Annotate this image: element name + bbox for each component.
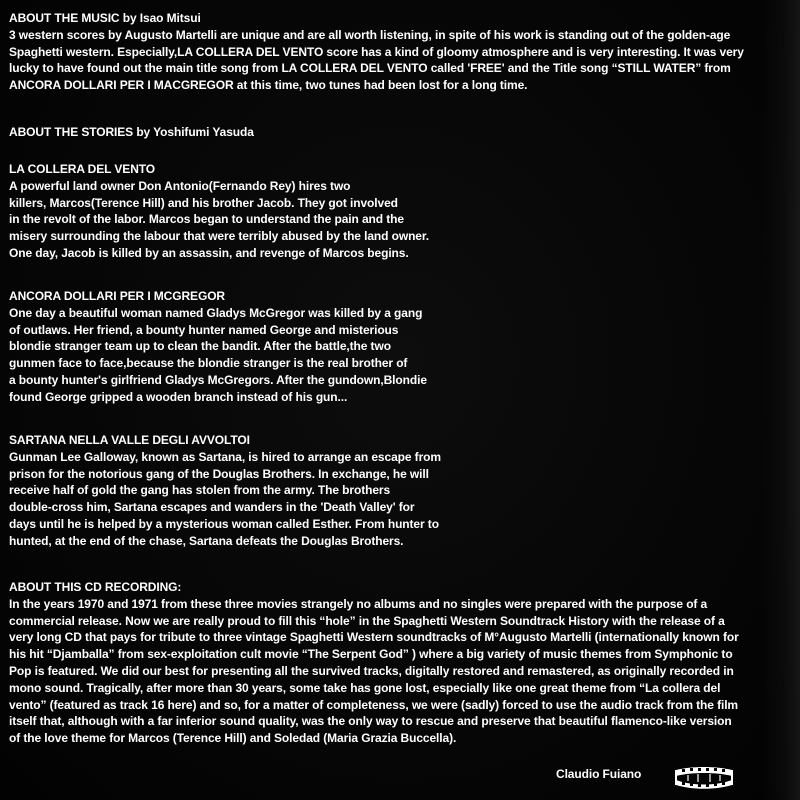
author-signature: Claudio Fuiano <box>556 767 642 781</box>
film-strip-logo-icon <box>672 764 736 790</box>
collera-heading: LA COLLERA DEL VENTO <box>9 162 156 176</box>
recording-line-3: very long CD that pays for tribute to three vintage Spaghetti Western soundtracks of M°Augusto Martelli (internationally known for <box>9 630 739 645</box>
ancora-line-5: a bounty hunter's girlfriend Gladys McGregors. After the gundown,Blondie <box>9 372 427 387</box>
recording-line-6: mono sound. Tragically, after more than 30 years, some take has gone lost, especially like one great theme from “La collera del <box>9 680 721 695</box>
stories-section <box>9 124 254 141</box>
ancora-line-1: One day a beautiful woman named Gladys McGregor was killed by a gang <box>9 305 423 320</box>
recording-line-2: commercial release. Now we are really proud to fill this “hole” in the Spaghetti Western Soundtrack History with the release of a <box>9 613 725 628</box>
recording-section <box>9 579 739 747</box>
recording-heading: ABOUT THIS CD RECORDING: <box>9 580 182 594</box>
recording-line-5: Pop is featured. We did our best for presenting all the survived tracks, digitally restored and remastered, as originally recorded in <box>9 663 734 678</box>
recording-line-7: vento” (featured as track 16 here) and so, for a matter of completeness, we were (sadly) forced to use the audio track from the film <box>9 697 739 712</box>
ancora-line-2: of outlaws. Her friend, a bounty hunter named George and misterious <box>9 322 399 337</box>
collera-line-3: in the revolt of the labor. Marcos began to understand the pain and the <box>9 212 404 227</box>
sartana-line-2: prison for the notorious gang of the Douglas Brothers. In exchange, he will <box>9 466 429 481</box>
collera-line-5: One day, Jacob is killed by an assassin, and revenge of Marcos begins. <box>9 245 409 260</box>
spine-shadow <box>762 0 800 800</box>
ancora-section <box>9 288 427 406</box>
collera-line-1: A powerful land owner Don Antonio(Fernando Rey) hires two <box>9 178 351 193</box>
sartana-line-5: days until he is helped by a mysterious woman called Esther. From hunter to <box>9 516 439 531</box>
collera-line-4: misery surrounding the labour that were terribly abused by the land owner. <box>9 229 430 244</box>
collera-section <box>9 161 429 262</box>
music-line-3: lucky to have found out the main title song from LA COLLERA DEL VENTO called 'FREE' and the Title song “STILL WATER” from <box>9 61 731 76</box>
ancora-line-3: blondie stranger team up to clean the bandit. After the battle,the two <box>9 339 391 354</box>
sartana-line-4: double-cross him, Sartana escapes and wanders in the 'Death Valley' for <box>9 500 415 515</box>
ancora-line-6: found George gripped a wooden branch instead of his gun... <box>9 389 348 404</box>
collera-line-2: killers, Marcos(Terence Hill) and his brother Jacob. They got involved <box>9 195 398 210</box>
music-line-4: ANCORA DOLLARI PER I MACGREGOR at this time, two tunes had been lost for a long time. <box>9 78 528 93</box>
ancora-heading: ANCORA DOLLARI PER I MCGREGOR <box>9 289 225 303</box>
recording-line-1: In the years 1970 and 1971 from these three movies strangely no albums and no singles were prepared with the purpose of a <box>9 596 708 611</box>
music-line-1: 3 western scores by Augusto Martelli are unique and are all worth listening, in spite of his work is standing out of the golden-age <box>9 27 731 42</box>
music-heading: ABOUT THE MUSIC by Isao Mitsui <box>9 11 201 25</box>
recording-line-8: itself that, although with a far inferior sound quality, was the only way to rescue and preserve that beautiful flamenco-like version <box>9 714 732 729</box>
sartana-heading: SARTANA NELLA VALLE DEGLI AVVOLTOI <box>9 433 250 447</box>
sartana-line-3: receive half of gold the gang has stolen from the army. The brothers <box>9 483 391 498</box>
sartana-line-1: Gunman Lee Galloway, known as Sartana, is hired to arrange an escape from <box>9 449 441 464</box>
recording-line-9: of the love theme for Marcos (Terence Hill) and Soledad (Maria Grazia Buccella). <box>9 731 457 746</box>
music-section <box>9 10 744 94</box>
stories-heading: ABOUT THE STORIES by Yoshifumi Yasuda <box>9 125 254 139</box>
recording-line-4: his hit “Djamballa” from sex-exploitation cult movie “The Serpent God” ) where a big variety of music themes from Symphonic to <box>9 647 733 662</box>
music-line-2: Spaghetti western. Especially,LA COLLERA DEL VENTO score has a kind of gloomy atmosphere and is very interesting. It was very <box>9 44 744 59</box>
sartana-line-6: hunted, at the end of the chase, Sartana defeats the Douglas Brothers. <box>9 533 404 548</box>
sartana-section <box>9 432 441 550</box>
ancora-line-4: gunmen face to face,because the blondie stranger is the real brother of <box>9 356 408 371</box>
